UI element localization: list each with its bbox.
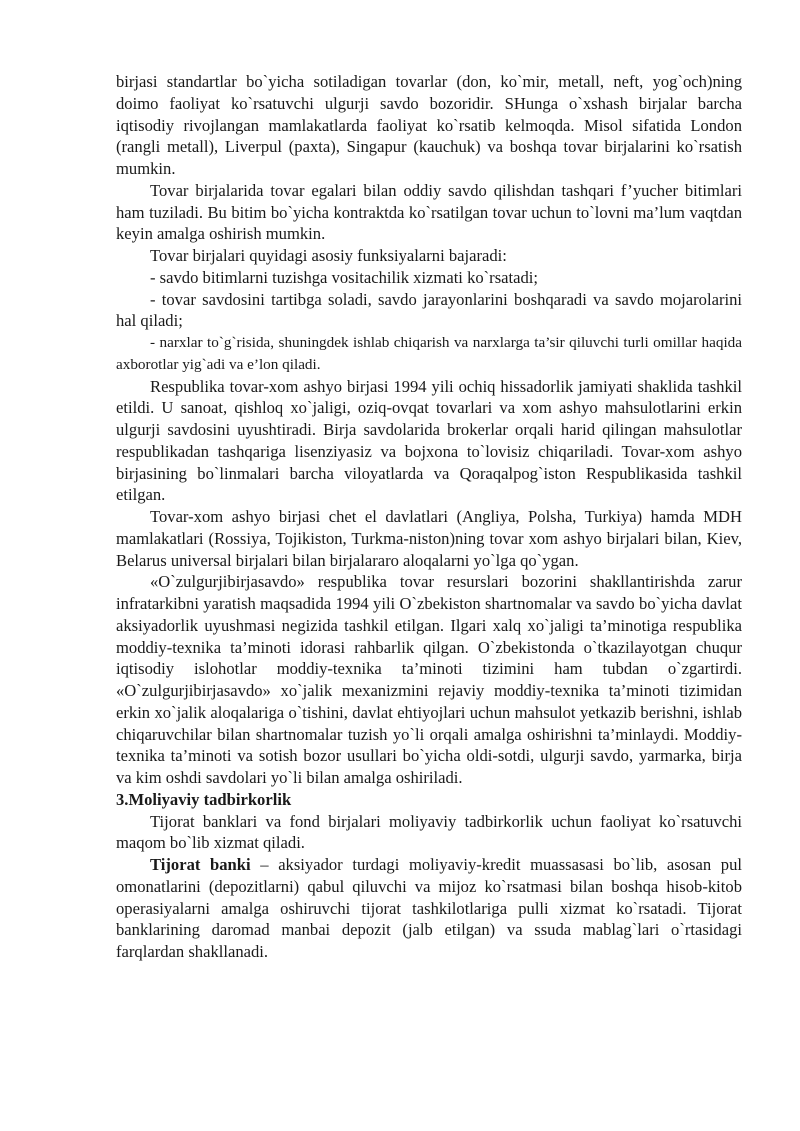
list-item: - tovar savdosini tartibga soladi, savdo jarayonlarini boshqaradi va savdo mojarolarini hal qiladi; bbox=[116, 289, 742, 331]
list-item: - savdo bitimlarni tuzishga vositachilik xizmati ko`rsatadi; bbox=[150, 267, 539, 287]
list-item: - narxlar to`g`risida, shuningdek ishlab chiqarish va narxlarga ta’sir qiluvchi turli omillar haqida axborotlar yig`adi va e’lon qiladi. bbox=[116, 334, 742, 373]
definition-text: – aksiyador turdagi moliyaviy-kredit muassasasi bo`lib, asosan pul omonatlarini (depozitlarni) qabul qiluvchi va mijoz ko`rsatmasi bilan boshqa hisob-kitob operasiyalarni amalga oshiruvchi tijorat tashkilotlariga pulli xizmat ko`rsatadi. Tijorat banklarining daromad manbai depozit (jalb etilgan) va ssuda mablag`lari o`rtasidagi farqlardan shakllanadi. bbox=[116, 855, 742, 961]
paragraph bbox=[116, 854, 742, 963]
defined-term: Tijorat banki bbox=[150, 855, 251, 874]
paragraph: Tovar birjalarida tovar egalari bilan oddiy savdo qilishdan tashqari f’yucher bitimlari ham tuziladi. Bu bitim bo`yicha kontraktda ko`rsatilgan tovar uchun to`lovni ma’lum vaqtdan keyin amalga oshirish mumkin. bbox=[116, 180, 742, 244]
paragraph: birjasi standartlar bo`yicha sotiladigan tovarlar (don, ko`mir, metall, neft, yog`och)ning doimo faoliyat ko`rsatuvchi ulgurji savdo bozoridir. SHunga o`xshash birjalar barcha iqtisodiy rivojlangan mamlakatlarda faoliyat ko`rsatib kelmoqda. Misol sifatida London (rangli metall), Liverpul (paxta), Singapur (kauchuk) va boshqa tovar birjalarini ko`rsatish mumkin. bbox=[116, 72, 742, 178]
section-heading: 3.Moliyaviy tadbirkorlik bbox=[116, 789, 292, 809]
document-page bbox=[116, 71, 742, 963]
paragraph: Respublika tovar-xom ashyo birjasi 1994 yili ochiq hissadorlik jamiyati shaklida tashkil etildi. U sanoat, qishloq xo`jaligi, oziq-ovqat tovarlari va xom ashyo mahsulotlarini erkin ulgurji savdosini uyushtiradi. Birja savdolarida brokerlar orqali harid qilingan mahsulotlar respublikadan tashqariga lisenziyasiz va bojxona to`lovisiz chiqariladi. Tovar-xom ashyo birjasining bo`linmalari barcha viloyatlarda va Qoraqalpog`iston Respublikasida tashkil etilgan. bbox=[116, 376, 742, 505]
paragraph: Tovar birjalari quyidagi asosiy funksiyalarni bajaradi: bbox=[150, 246, 507, 265]
paragraph: «O`zulgurjibirjasavdo» respublika tovar resurslari bozorini shakllantirishda zarur infratarkibni yaratish maqsadida 1994 yili O`zbekiston shartnomalar va savdo bo`yicha davlat aksiyadorlik uyushmasi negizida tashkil etilgan. Ilgari xalq xo`jaligi ta’minotiga respublika moddiy-texnika ta’minoti idorasi rahbarlik qilgan. O`zbekistonda o`tkazilayotgan chuqur iqtisodiy islohotlar moddiy-texnika ta’minoti tizimini ham tubdan o`zgartirdi. «O`zulgurjibirjasavdo» xo`jalik mexanizmini rejaviy moddiy-texnika ta’minoti tizimidan erkin xo`jalik aloqalariga o`tishini, davlat ehtiyojlari uchun mahsulot yetkazib berishni, ishlab chiqaruvchilar bilan shartnomalar tuzish yo`li orqali amalga oshirishni ta’minlaydi. Moddiy-texnika ta’minoti va sotish bozor usullari bo`yicha oldi-sotdi, ulgurji savdo, yarmarka, birja va kim oshdi savdolari yo`li bilan amalga oshiriladi. bbox=[116, 572, 742, 787]
paragraph: Tijorat banklari va fond birjalari moliyaviy tadbirkorlik uchun faoliyat ko`rsatuvchi maqom bo`lib xizmat qiladi. bbox=[116, 811, 742, 853]
paragraph: Tovar-xom ashyo birjasi chet el davlatlari (Angliya, Polsha, Turkiya) hamda MDH mamlakatlari (Rossiya, Tojikiston, Turkma-niston)ning tovar xom ashyo birjalari bilan, Kiev, Belarus universal birjalari bilan birjalararo aloqalarni yo`lga qo`ygan. bbox=[116, 507, 742, 570]
